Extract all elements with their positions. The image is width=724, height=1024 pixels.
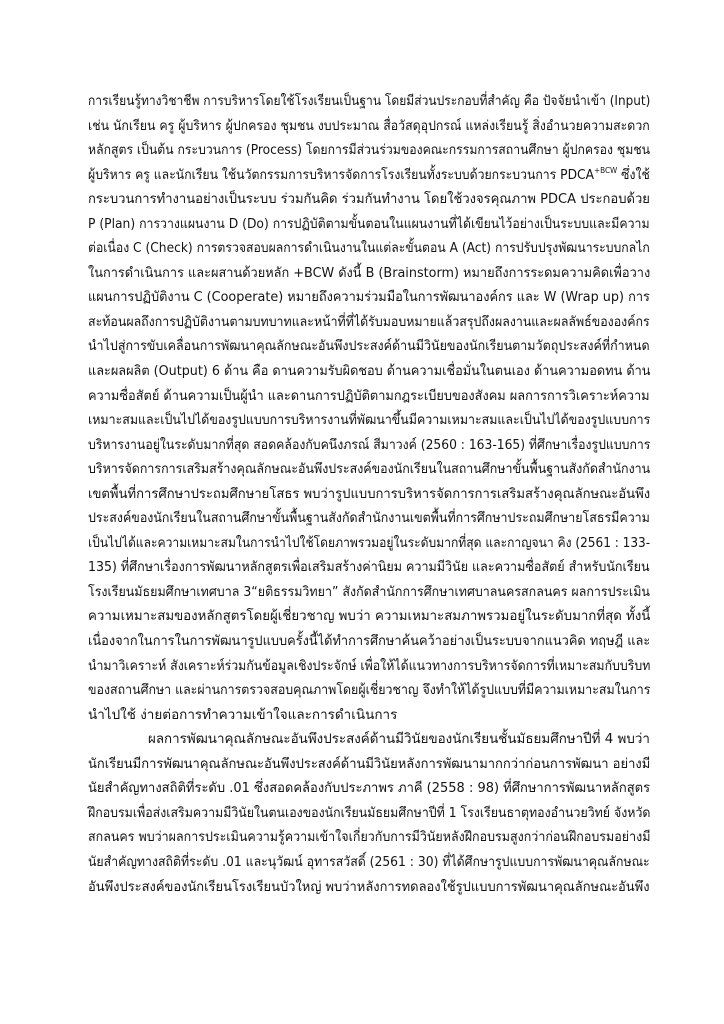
text-line: บริหารจัดการการเสริมสร้างคุณลักษณะอันพึงประสงค์ของนักเรียนในสถานศึกษาขั้นพื้นฐานสังกัดสำนักงาน (88, 461, 651, 478)
text-line: เขตพื้นที่การศึกษาประถมศึกษายโสธร พบว่ารูปแบบการบริหารจัดการการเสริมสร้างคุณลักษณะอันพึง (88, 485, 651, 502)
text-line: ความเหมาะสมของหลักสูตรโดยผู้เชี่ยวชาญ พบว่า ความเหมาะสมภาพรวมอยู่ในระดับมากที่สุด ทั้งนี้ (88, 608, 651, 625)
text-line: นำไปใช้ ง่ายต่อการทำความเข้าใจและการดำเนินการ (88, 706, 398, 723)
text-line: ในการดำเนินการ และผสานด้วยหลัก +BCW ดังนี้ B (Brainstorm) หมายถึงการระดมความคิดเพื่อวาง (88, 264, 651, 281)
text-run: ซึ่งใช้ (617, 166, 650, 183)
text-line: ผลการพัฒนาคุณลักษณะอันพึงประสงค์ด้านมีวินัยของนักเรียนชั้นมัธยมศึกษาปีที่ 4 พบว่า (148, 731, 650, 748)
text-run: ผู้บริหาร ครู และนักเรียน ใช้นวัตกรรมการบริหารจัดการโรงเรียนทั้งระบบด้วยกระบวนการ PDCA (88, 166, 595, 183)
text-line: ประสงค์ของนักเรียนในสถานศึกษาขั้นพื้นฐานสังกัดสำนักงานเขตพื้นที่การศึกษาประถมศึกษายโสธรมีความ (88, 510, 650, 527)
text-line: P (Plan) การวางแผนงาน D (Do) การปฏิบัติตามขั้นตอนในแผนงานที่ได้เขียนไว้อย่างเป็นระบบและมีความ (88, 215, 650, 232)
text-line: ต่อเนื่อง C (Check) การตรวจสอบผลการดำเนินงานในแต่ละขั้นตอน A (Act) การปรับปรุงพัฒนาระบบกลไก (88, 240, 650, 257)
text-line: นำไปสู่การขับเคลื่อนการพัฒนาคุณลักษณะอันพึงประสงค์ด้านมีวินัยของนักเรียนตามวัตถุประสงค์ที่กำหนด (88, 338, 650, 355)
text-line: นักเรียนมีการพัฒนาคุณลักษณะอันพึงประสงค์ด้านมีวินัยหลังการพัฒนามากกว่าก่อนการพัฒนา อย่างมี (88, 755, 651, 772)
text-line: เหมาะสมและเป็นไปได้ของรูปแบบการบริหารงานที่พัฒนาขึ้นมีความเหมาะสมและเป็นไปได้ของรูปแบบการ (88, 412, 651, 429)
body-text (88, 89, 650, 899)
text-line: กระบวนการทำงานอย่างเป็นระบบ ร่วมกันคิด ร่วมกันทำงาน โดยใช้วงจรคุณภาพ PDCA ประกอบด้วย (88, 191, 650, 208)
text-line: เป็นไปได้และความเหมาะสมในการนำไปใช้โดยภาพรวมอยู่ในระดับมากที่สุด และกาญจนา คิง (2561 : 133- (88, 534, 651, 551)
paragraph-continued (88, 89, 650, 727)
text-line: สกลนคร พบว่าผลการประเมินความรู้ความเข้าใจเกี่ยวกับการมีวินัยหลังฝึกอบรมสูงกว่าก่อนฝึกอบรมอย่างมี (88, 829, 651, 846)
text-line: สะท้อนผลถึงการปฏิบัติงานตามบทบาทและหน้าที่ที่ได้รับมอบหมายแล้วสรุปถึงผลงานและผลลัพธ์ขององค์กร (88, 313, 650, 330)
text-line: หลักสูตร เป็นต้น กระบวนการ (Process) โดยการมีส่วนร่วมของคณะกรรมการสถานศึกษา ผู้ปกครอง ชุมชน (88, 142, 651, 159)
text-line: เนื่องจากในการในการพัฒนารูปแบบครั้งนี้ได้ทำการศึกษาค้นคว้าอย่างเป็นระบบจากแนวคิด ทฤษฎี และ (88, 633, 651, 650)
text-line: ความซื่อสัตย์ ด้านความเป็นผู้นำ และดานการปฏิบัติตามกฎระเบียบของสังคม ผลการการวิเคราะห์ความ (88, 387, 650, 404)
text-line: 135) ที่ศึกษาเรื่องการพัฒนาหลักสูตรเพื่อเสริมสร้างค่านิยม ความมีวินัย และความซื่อสัตย์ สำหรับนักเรียน (88, 559, 650, 576)
text-line: นัยสำคัญทางสถิติที่ระดับ .01 ซึ่งสอดคล้องกับประภาพร ภาคี (2558 : 98) ที่ศึกษาการพัฒนาหลักสูตร (88, 780, 651, 797)
text-line: นัยสำคัญทางสถิติที่ระดับ .01 และนุวัฒน์ อุทารสวัสดิ์ (2561 : 30) ที่ได้ศึกษารูปแบบการพัฒนาคุณลักษณะ (88, 853, 650, 870)
text-line: อันพึงประสงค์ของนักเรียนโรงเรียนบัวใหญ่ พบว่าหลังการทดลองใช้รูปแบบการพัฒนาคุณลักษณะอันพึง (88, 878, 650, 895)
text-line: โรงเรียนมัธยมศึกษาเทศบาล 3“ยติธรรมวิทยา” สังกัดสำนักการศึกษาเทศบาลนครสกลนคร ผลการประเมิน (88, 583, 650, 600)
text-line: เช่น นักเรียน ครู ผู้บริหาร ผู้ปกครอง ชุมชน งบประมาณ สื่อวัสดุอุปกรณ์ แหล่งเรียนรู้ สิ่งอำนวยความสะดวก (88, 117, 650, 134)
text-line: นำมาวิเคราะห์ สังเคราะห์ร่วมกันข้อมูลเชิงประจักษ์ เพื่อให้ได้แนวทางการบริหารจัดการที่เหมาะสมกับบริบท (88, 657, 651, 674)
superscript-text: +BCW (594, 165, 618, 175)
text-line: แผนการปฏิบัติงาน C (Cooperate) หมายถึงความร่วมมือในการพัฒนาองค์กร และ W (Wrap up) การ (88, 289, 650, 306)
text-line (88, 163, 650, 188)
text-line: ของสถานศึกษา และผ่านการตรวจสอบคุณภาพโดยผู้เชี่ยวชาญ จึงทำให้ได้รูปแบบที่มีความเหมาะสมในการ (88, 682, 651, 699)
text-line: การเรียนรู้ทางวิชาชีพ การบริหารโดยใช้โรงเรียนเป็นฐาน โดยมีส่วนประกอบที่สำคัญ คือ ปัจจัยนำเข้า (Input) (88, 93, 651, 109)
text-line: ฝึกอบรมเพื่อส่งเสริมความมีวินัยในตนเองของนักเรียนมัธยมศึกษาปีที่ 1 โรงเรียนธาตุทองอำนวยวิทย์ จังหวัด (88, 804, 651, 821)
text-line: และผลผลิต (Output) 6 ด้าน คือ ดานความรับผิดชอบ ด้านความเชื่อมั่นในตนเอง ด้านความอดทน ด้าน (88, 363, 651, 380)
paragraph (88, 727, 650, 899)
text-line: บริหารงานอยู่ในระดับมากที่สุด สอดคล้องกับคนึงภรณ์ สีมาวงค์ (2560 : 163-165) ที่ศึกษาเรื่องรูปแบบการ (88, 436, 651, 453)
